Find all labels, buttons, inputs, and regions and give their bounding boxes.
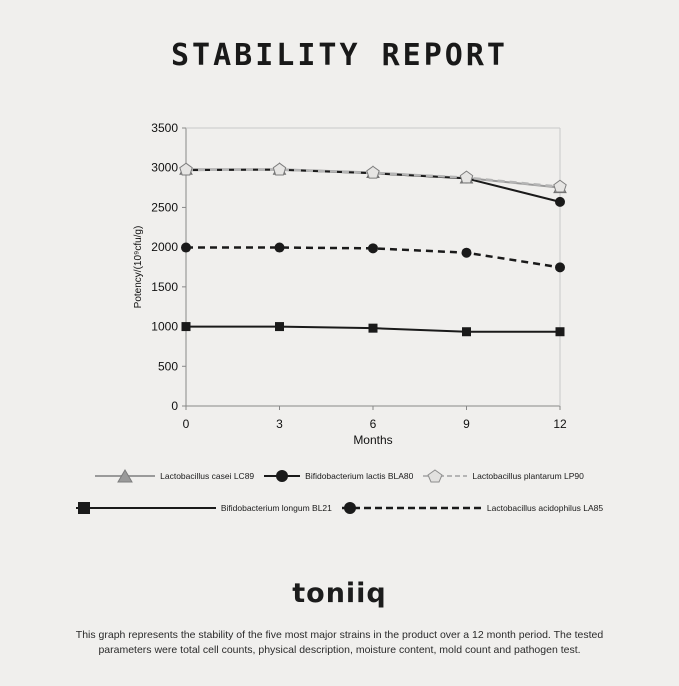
data-point-marker — [180, 163, 192, 175]
x-axis-title: Months — [353, 433, 393, 447]
data-point-marker — [369, 324, 378, 333]
y-axis-title: Potency/(10⁹cfu/g) — [133, 225, 144, 309]
brand-logo: toniiq — [292, 578, 387, 609]
legend-swatch-triangle — [95, 468, 155, 484]
data-point-marker — [555, 262, 565, 272]
legend-row-2 — [0, 500, 679, 516]
chart-series — [181, 243, 565, 273]
y-tick-label: 1500 — [151, 279, 178, 294]
data-point-marker — [368, 243, 378, 253]
y-tick-label: 2500 — [151, 200, 178, 215]
legend-label: Bifidobacterium longum BL21 — [220, 503, 332, 513]
data-point-marker — [367, 166, 379, 178]
chart-series — [182, 322, 565, 336]
y-tick-label: 500 — [157, 359, 178, 374]
legend-item-lp90 — [423, 468, 584, 484]
data-point-marker — [556, 327, 565, 336]
legend-swatch-square — [76, 500, 216, 516]
legend-label: Lactobacillus casei LC89 — [160, 471, 255, 481]
x-tick-label: 0 — [182, 417, 190, 431]
data-point-marker — [555, 197, 565, 207]
data-point-marker — [182, 322, 191, 331]
data-point-marker — [462, 248, 472, 258]
legend-item-la85 — [342, 500, 603, 516]
chart-svg — [0, 110, 679, 460]
y-tick-label: 1000 — [151, 319, 178, 334]
data-point-marker — [460, 171, 472, 183]
y-tick-label: 3000 — [151, 160, 178, 175]
legend-swatch-circle — [264, 468, 300, 484]
legend-row-1 — [0, 468, 679, 484]
x-tick-label: 3 — [276, 417, 283, 431]
footnote-text: This graph represents the stability of the five most major strains in the product over a 12 month period. The tested parameters were total cell counts, physical description, moisture content, mold count and pathogen test. — [75, 629, 604, 657]
data-point-marker — [181, 243, 191, 253]
x-tick-label: 12 — [553, 417, 567, 431]
y-tick-label: 3500 — [151, 121, 178, 135]
chart-series-layer — [180, 163, 566, 336]
legend-swatch-circle-dashed — [342, 500, 482, 516]
legend-item-bla80 — [264, 468, 413, 484]
data-point-marker — [275, 322, 284, 331]
legend-label: Lactobacillus acidophilus LA85 — [486, 503, 604, 513]
data-point-marker — [462, 327, 471, 336]
legend-label: Bifidobacterium lactis BLA80 — [305, 471, 414, 481]
legend-item-lc89 — [95, 468, 254, 484]
y-tick-label: 0 — [171, 399, 178, 413]
legend-swatch-pentagon — [423, 468, 467, 484]
legend-label: Lactobacillus plantarum LP90 — [472, 471, 584, 481]
y-axis-ticks — [151, 121, 186, 413]
x-tick-label: 6 — [369, 417, 377, 431]
legend-item-bl21 — [76, 500, 332, 516]
data-point-marker — [273, 163, 285, 175]
x-tick-label: 9 — [463, 417, 470, 431]
stability-chart — [0, 110, 679, 460]
y-tick-label: 2000 — [151, 240, 178, 255]
page-title: STABILITY REPORT — [171, 38, 508, 73]
chart-legend — [0, 468, 679, 516]
x-axis-ticks — [183, 406, 567, 431]
data-point-marker — [554, 180, 566, 192]
chart-series — [180, 163, 566, 192]
data-point-marker — [275, 243, 285, 253]
